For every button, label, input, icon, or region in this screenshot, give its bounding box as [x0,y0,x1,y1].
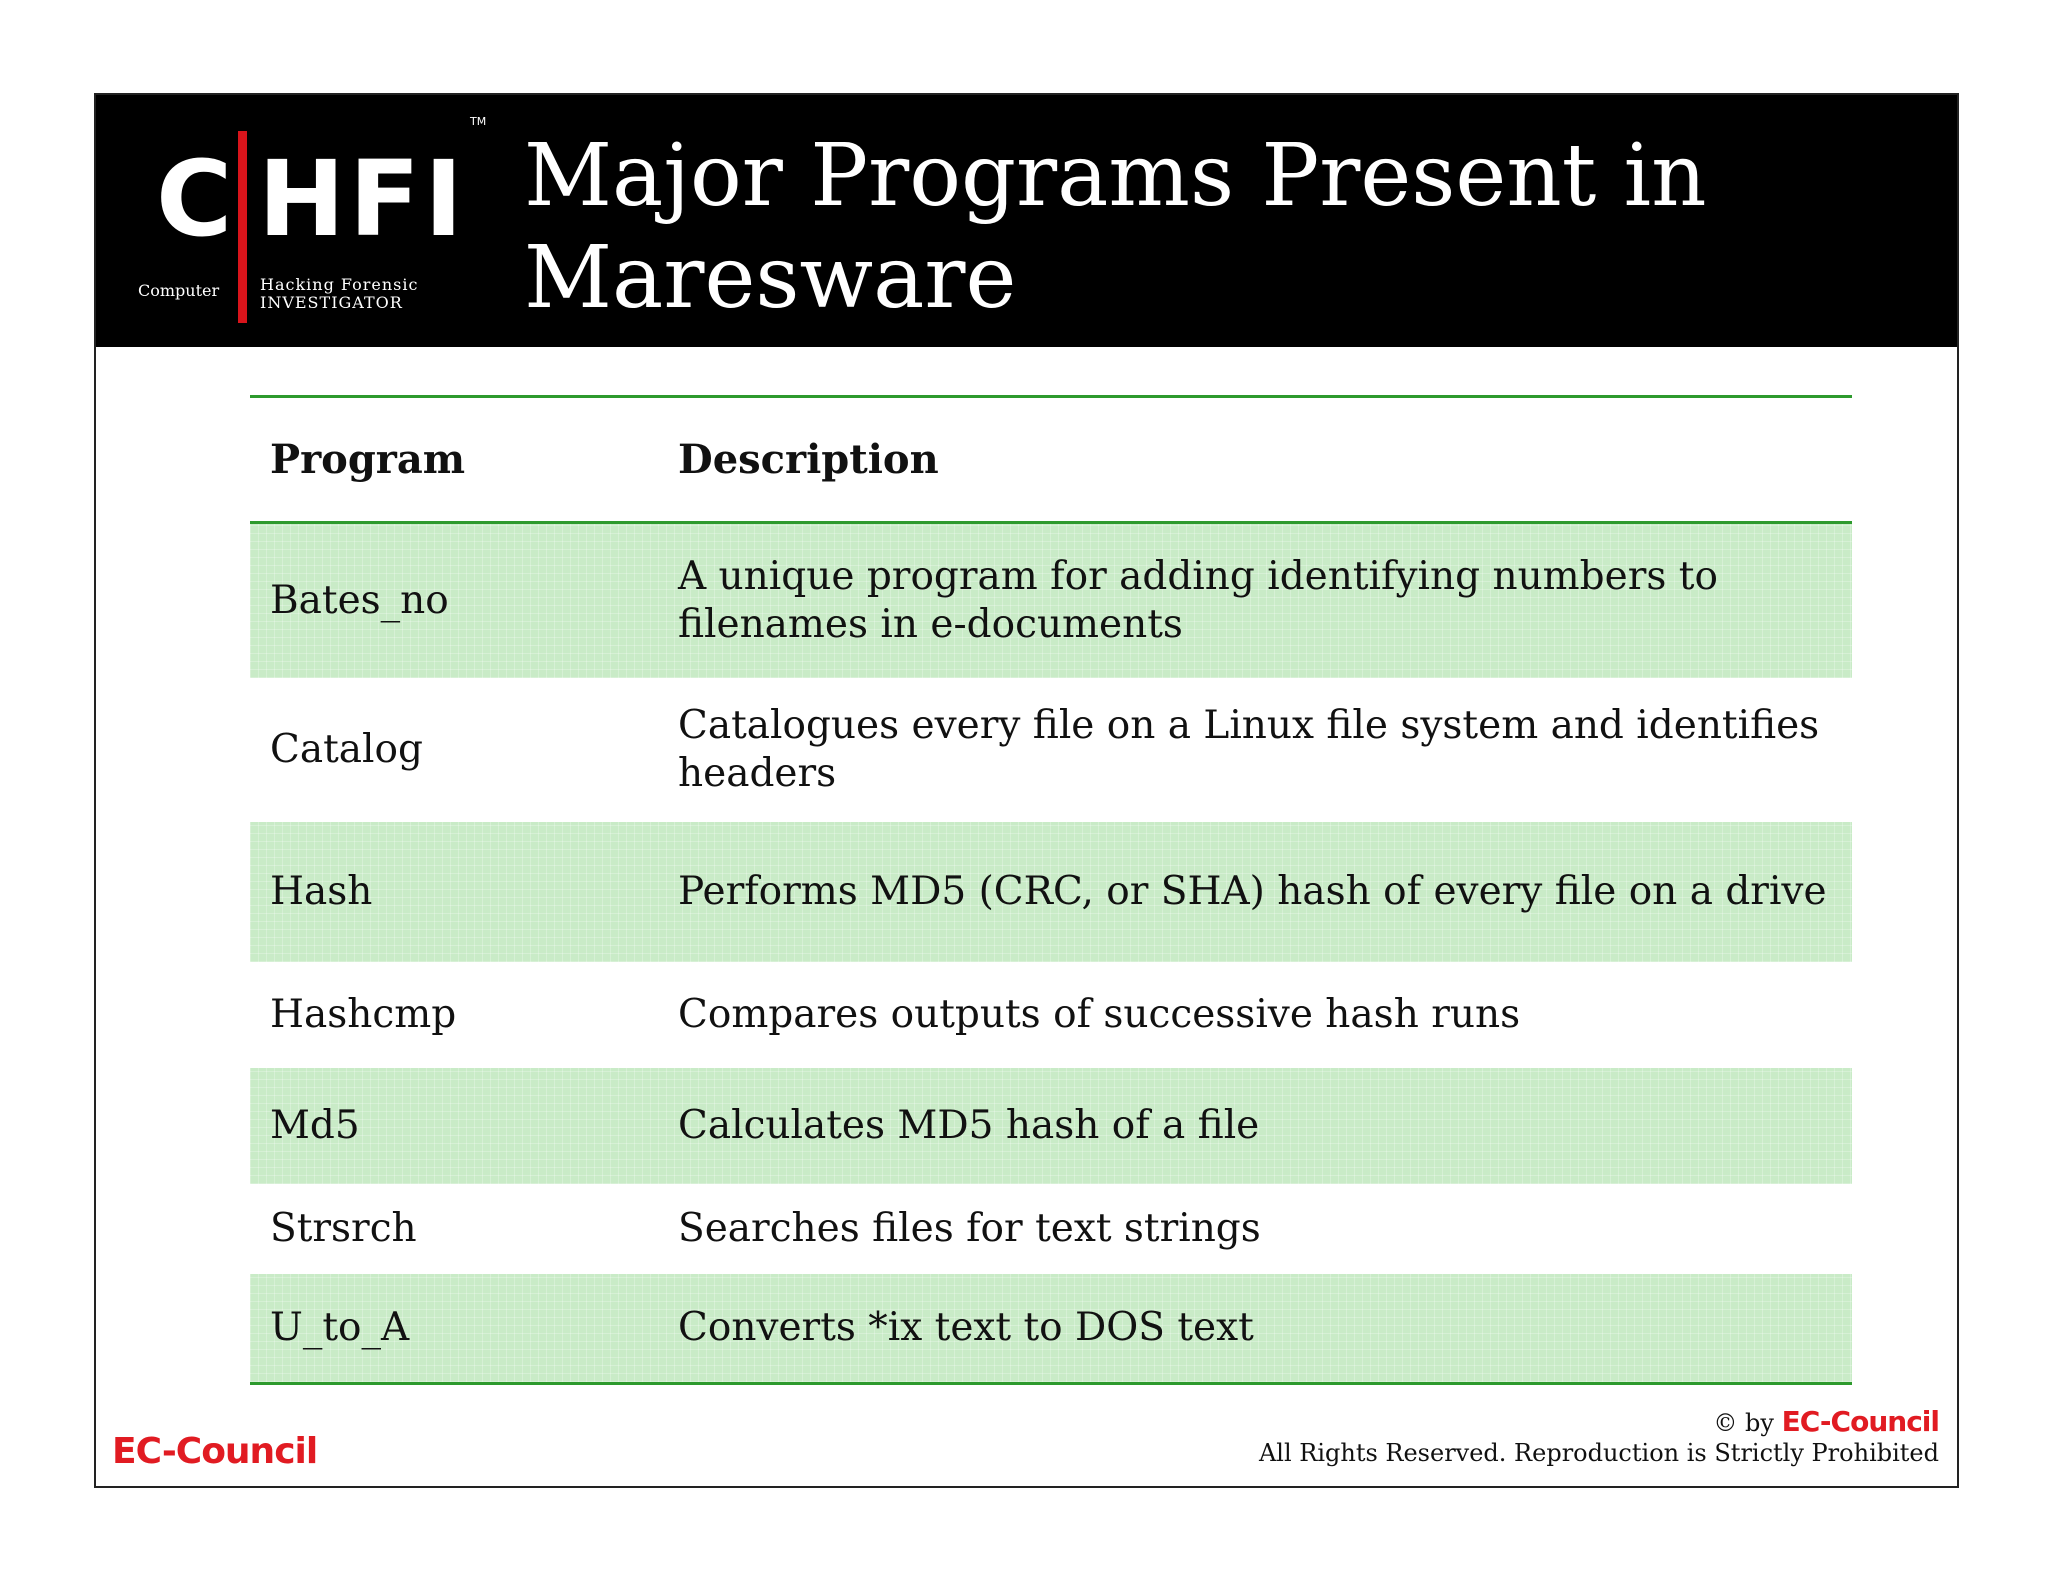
table-row [250,1274,1852,1382]
copyright-brand: EC-Council [1781,1405,1939,1438]
slide-title-line-2: Maresware [524,228,1017,328]
description-cell: Catalogues every file on a Linux file system and identifies headers [678,703,1820,796]
logo-computer-text: Computer [138,281,220,300]
slide-title-line-1: Major Programs Present in [524,126,1707,226]
table-row [250,1068,1852,1184]
table-bottom-rule [250,1382,1852,1385]
logo-red-bar [238,131,247,323]
copyright-prefix: © by [1713,1409,1774,1437]
table-row [250,678,1852,822]
column-header-description: Description [678,435,939,483]
logo-letter-c: C [156,138,233,260]
rights-text: All Rights Reserved. Reproduction is Strictly Prohibited [1258,1439,1939,1467]
program-cell: Bates_no [270,578,449,623]
description-cell: Performs MD5 (CRC, or SHA) hash of every file on a drive [678,869,1827,914]
footer-brand-logo: EC-Council [112,1431,318,1472]
table-header-row [250,398,1852,524]
description-cell: Calculates MD5 hash of a file [678,1103,1260,1148]
program-cell: Catalog [270,727,423,772]
chfi-logo [136,113,487,333]
logo-hacking-forensic-text: Hacking Forensic [260,275,419,294]
logo-trademark: TM [470,115,487,128]
description-cell: Converts *ix text to DOS text [678,1305,1254,1350]
program-cell: Hashcmp [270,992,457,1037]
table-row [250,962,1852,1068]
program-cell: Md5 [270,1103,360,1148]
programs-table [250,395,1852,1385]
table-row [250,524,1852,678]
slide-title [524,125,1924,329]
program-cell: Strsrch [270,1206,417,1251]
logo-investigator-text: INVESTIGATOR [260,293,403,312]
table-row [250,1184,1852,1274]
description-cell: A unique program for adding identifying numbers to filenames in e-documents [678,554,1718,647]
footer-copyright [1259,1407,1939,1468]
description-cell: Searches files for text strings [678,1206,1261,1251]
program-cell: Hash [270,869,373,914]
slide [94,93,1959,1488]
description-cell: Compares outputs of successive hash runs [678,992,1521,1037]
copyright-line [1259,1407,1939,1438]
logo-letters-hfi: HFI [258,138,467,260]
slide-header [96,95,1957,347]
column-header-program: Program [270,435,466,483]
program-cell: U_to_A [270,1305,410,1350]
table-row [250,822,1852,962]
